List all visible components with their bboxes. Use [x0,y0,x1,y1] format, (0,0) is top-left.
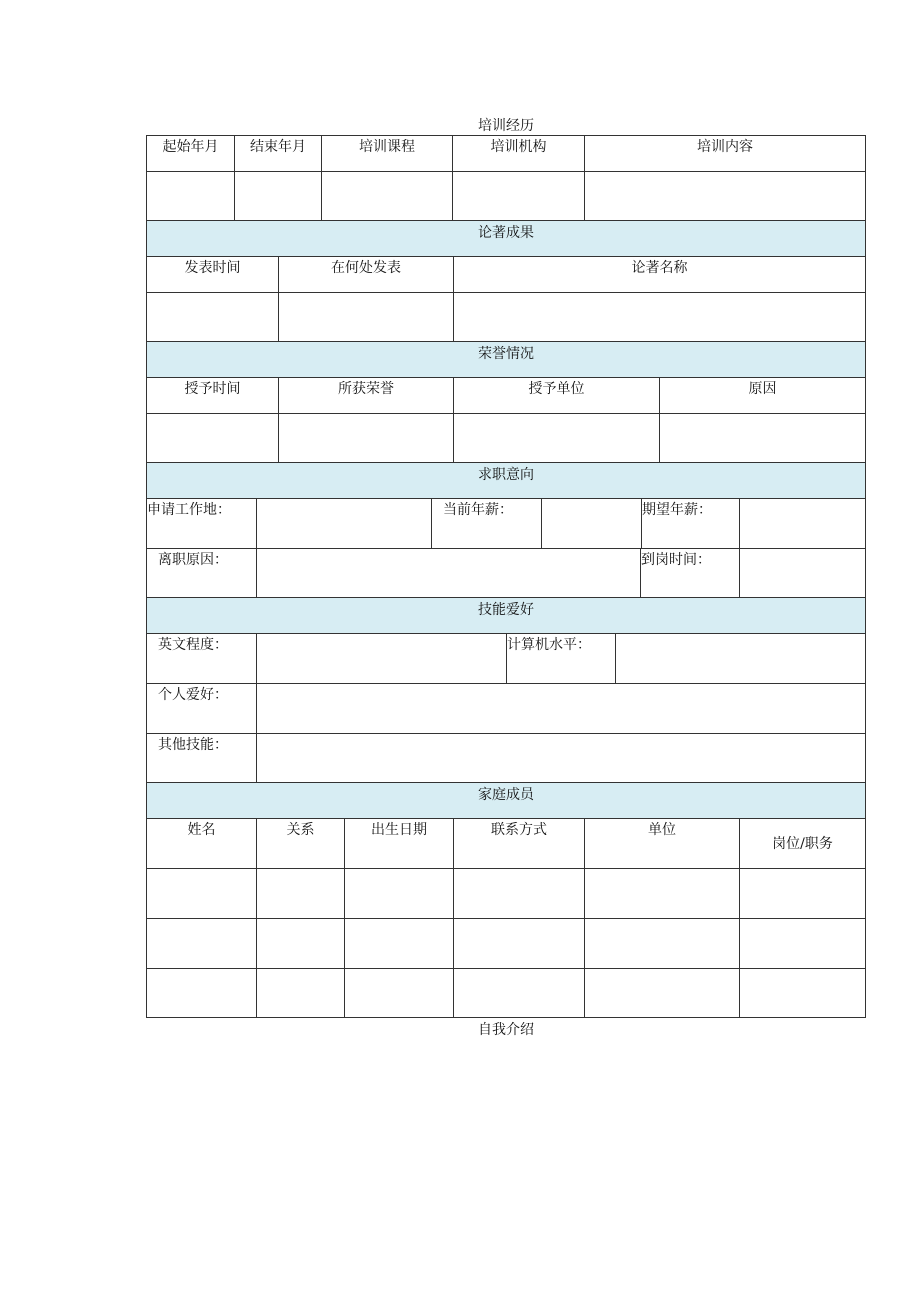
family-row1-contact[interactable] [453,868,585,919]
honor-header-unit: 授予单位 [453,377,660,414]
current-salary-label: 当前年薪： [431,498,542,549]
computer-level-input[interactable] [615,633,866,684]
pub-time-input[interactable] [146,292,279,342]
training-start-input[interactable] [146,171,235,221]
honor-honor-input[interactable] [278,413,454,463]
resume-form [146,135,866,1018]
leave-reason-label: 离职原因： [146,548,257,598]
training-content-input[interactable] [584,171,866,221]
family-row3-unit[interactable] [584,968,740,1018]
other-skills-input[interactable] [256,733,866,783]
leave-reason-input[interactable] [256,548,641,598]
family-header-relation: 关系 [256,818,345,869]
pub-header-name: 论著名称 [453,256,866,293]
self-intro-title: 自我介绍 [478,1022,534,1038]
training-header-end: 结束年月 [234,135,322,172]
honor-reason-input[interactable] [659,413,866,463]
start-time-label: 到岗时间： [640,548,740,598]
family-section-header: 家庭成员 [146,782,866,819]
training-course-input[interactable] [321,171,453,221]
family-row2-contact[interactable] [453,918,585,969]
family-row1-relation[interactable] [256,868,345,919]
family-row2-position[interactable] [739,918,866,969]
family-row1-position[interactable] [739,868,866,919]
work-location-input[interactable] [256,498,432,549]
work-location-label: 申请工作地： [146,498,257,549]
training-institution-input[interactable] [452,171,585,221]
publications-section-header: 论著成果 [146,220,866,257]
computer-level-label: 计算机水平： [506,633,616,684]
family-row1-unit[interactable] [584,868,740,919]
honor-header-honor: 所获荣誉 [278,377,454,414]
honor-header-reason: 原因 [659,377,866,414]
honor-header-time: 授予时间 [146,377,279,414]
honor-unit-input[interactable] [453,413,660,463]
expected-salary-input[interactable] [739,498,866,549]
family-row3-relation[interactable] [256,968,345,1018]
training-header-institution: 培训机构 [452,135,585,172]
family-row1-birthdate[interactable] [344,868,454,919]
current-salary-input[interactable] [541,498,642,549]
start-time-input[interactable] [739,548,866,598]
training-header-content: 培训内容 [584,135,866,172]
family-row2-unit[interactable] [584,918,740,969]
pub-name-input[interactable] [453,292,866,342]
family-header-birthdate: 出生日期 [344,818,454,869]
family-header-name: 姓名 [146,818,257,869]
family-header-position: 岗位/职务 [739,818,866,869]
job-intent-section-header: 求职意向 [146,462,866,499]
family-row3-name[interactable] [146,968,257,1018]
training-header-course: 培训课程 [321,135,453,172]
pub-where-input[interactable] [278,292,454,342]
family-row3-birthdate[interactable] [344,968,454,1018]
pub-header-where: 在何处发表 [278,256,454,293]
english-level-label: 英文程度： [146,633,257,684]
family-header-contact: 联系方式 [453,818,585,869]
pub-header-time: 发表时间 [146,256,279,293]
expected-salary-label: 期望年薪： [641,498,740,549]
family-row2-name[interactable] [146,918,257,969]
family-row2-birthdate[interactable] [344,918,454,969]
training-title: 培训经历 [478,118,534,134]
honors-section-header: 荣誉情况 [146,341,866,378]
family-row2-relation[interactable] [256,918,345,969]
other-skills-label: 其他技能： [146,733,257,783]
training-end-input[interactable] [234,171,322,221]
training-header-start: 起始年月 [146,135,235,172]
family-row3-contact[interactable] [453,968,585,1018]
family-row3-position[interactable] [739,968,866,1018]
skills-section-header: 技能爱好 [146,597,866,634]
hobbies-input[interactable] [256,683,866,734]
honor-time-input[interactable] [146,413,279,463]
family-row1-name[interactable] [146,868,257,919]
family-header-unit: 单位 [584,818,740,869]
english-level-input[interactable] [256,633,507,684]
hobbies-label: 个人爱好： [146,683,257,734]
